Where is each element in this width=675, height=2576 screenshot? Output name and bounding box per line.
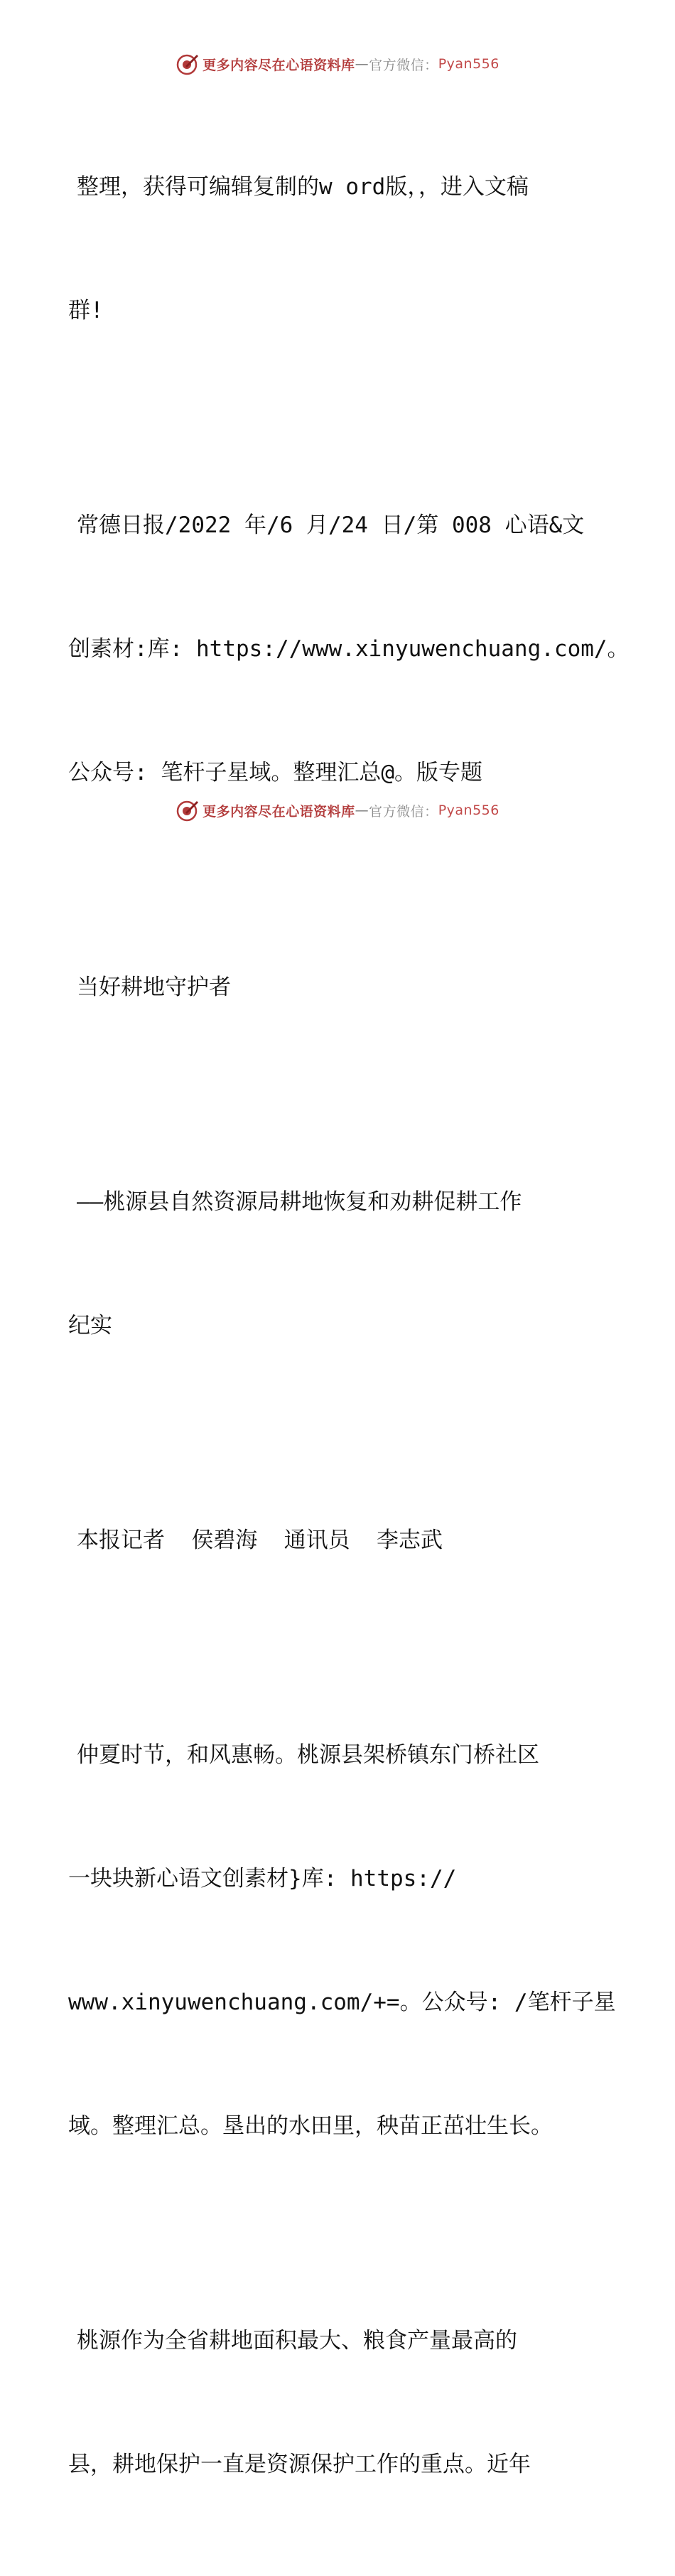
text-line: 创素材:库: https://www.xinyuwenchuang.com/。	[68, 636, 630, 662]
article-byline	[68, 1437, 608, 1643]
pen-logo-icon	[176, 52, 200, 76]
document-body	[68, 84, 630, 2576]
banner-main-text: 更多内容尽在心语资料库	[202, 57, 355, 73]
pen-logo-icon	[176, 798, 200, 822]
text-line: 常德日报/2022 年/6 月/24 日/第 008 心语&文	[77, 512, 585, 538]
article-subtitle	[68, 1099, 608, 1429]
banner-wechat-label: 官方微信：	[369, 803, 438, 820]
text-line: 仲夏时节，和风惠畅。桃源县架桥镇东门桥社区	[77, 1742, 539, 1768]
footer-watermark-banner	[0, 796, 675, 825]
banner-dash: —	[355, 56, 369, 72]
banner-wechat-label: 官方微信：	[369, 57, 438, 73]
banner-dash: —	[355, 803, 369, 818]
banner-wechat-id: Pyan556	[438, 803, 500, 818]
text-line: 整理，获得可编辑复制的w ord版，，进入文稿	[77, 174, 529, 200]
text-line: 桃源作为全省耕地面积最大、粮食产量最高的	[77, 2328, 517, 2354]
text-line: 域。整理汇总。垦出的水田里，秧苗正茁壮生长。	[68, 2113, 553, 2139]
paragraph-intro	[68, 84, 608, 414]
text-line: 公众号: 笔杆子星域。整理汇总@。版专题	[68, 760, 482, 785]
text-line: 一块块新心语文创素材}库: https://	[68, 1866, 457, 1891]
paragraph-body-2	[68, 2238, 608, 2567]
text-line: 群!	[68, 298, 104, 323]
text-line: ——桃源县自然资源局耕地恢复和劝耕促耕工作	[77, 1189, 522, 1215]
banner-main-text: 更多内容尽在心语资料库	[202, 803, 355, 820]
text-line: 本报记者 侯碧海 通讯员 李志武	[77, 1528, 443, 1553]
text-line: 纪实	[68, 1313, 112, 1338]
text-line: www.xinyuwenchuang.com/+=。公众号: /笔杆子星	[68, 1990, 616, 2015]
paragraph-body-1	[68, 1652, 616, 2229]
article-title	[68, 884, 608, 1090]
text-line: 县，耕地保护一直是资源保护工作的重点。近年	[68, 2452, 531, 2477]
text-line: 当好耕地守护者	[77, 975, 231, 1000]
header-watermark-banner	[0, 50, 675, 78]
banner-wechat-id: Pyan556	[438, 56, 500, 72]
